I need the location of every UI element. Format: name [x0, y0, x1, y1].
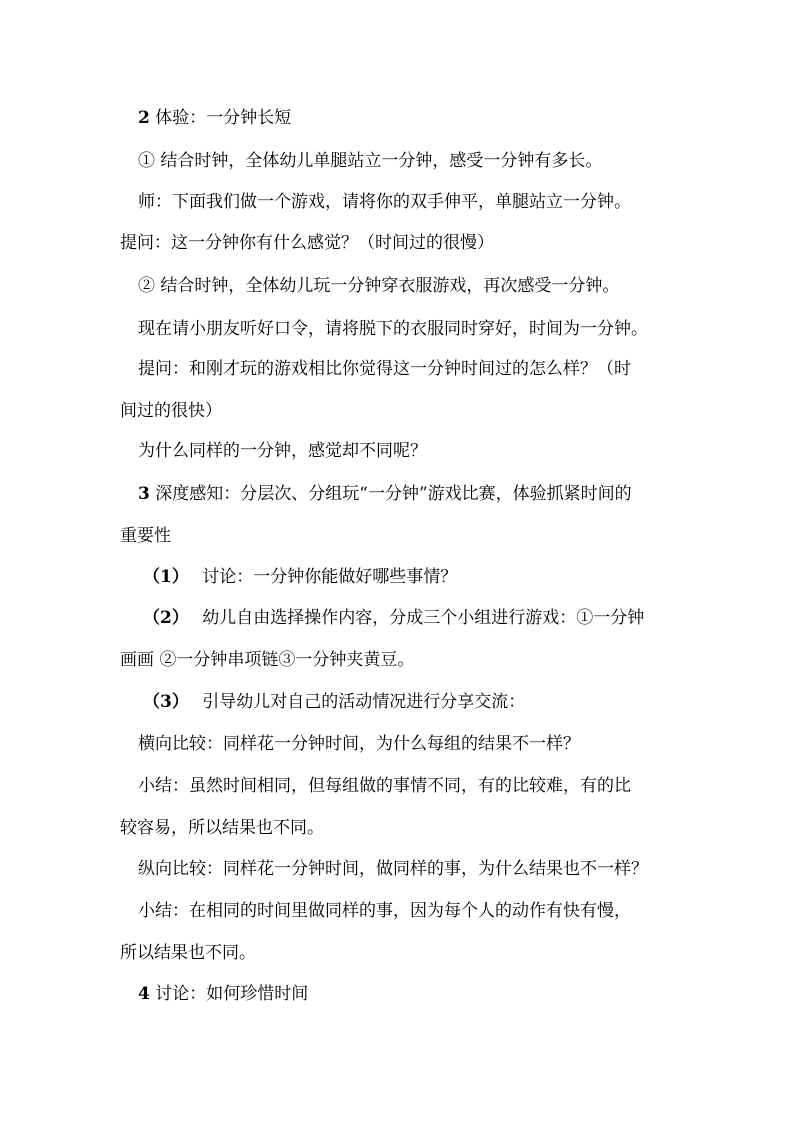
point-3-label: （3） — [143, 692, 189, 712]
section-2-heading — [138, 107, 291, 129]
section-4-title: 讨论：如何珍惜时间 — [155, 984, 309, 1004]
summary-2-line-2: 所以结果也不同。 — [120, 943, 256, 963]
section-3-number: 3 — [138, 484, 150, 504]
why-question: 为什么同样的一分钟，感觉却不同呢？ — [138, 441, 427, 461]
horizontal-comparison: 横向比较：同样花一分钟时间，为什么每组的结果不一样？ — [138, 734, 580, 754]
section-3-heading-line-1 — [138, 483, 632, 505]
section-2-number: 2 — [138, 108, 150, 128]
section-4-number: 4 — [138, 984, 150, 1004]
section-2-item-1: ① 结合时钟，全体幼儿单腿站立一分钟，感受一分钟有多长。 — [138, 151, 603, 171]
teacher-instruction-line-2: 提问：这一分钟你有什么感觉？（时间过的很慢） — [120, 233, 494, 253]
section-3-heading-line-2: 重要性 — [120, 526, 171, 546]
point-2-label: （2） — [143, 608, 189, 628]
point-2-line-2: 画画 ②一分钟串项链③一分钟夹黄豆。 — [120, 650, 415, 670]
teacher-instruction-line-1: 师：下面我们做一个游戏，请将你的双手伸平，单腿站立一分钟。 — [138, 192, 631, 212]
point-3 — [143, 691, 525, 713]
point-2-text: 幼儿自由选择操作内容，分成三个小组进行游戏：①一分钟 — [202, 608, 645, 628]
summary-1-line-1: 小结：虽然时间相同，但每组做的事情不同，有的比较难，有的比 — [138, 776, 631, 796]
section-4-heading — [138, 983, 308, 1005]
vertical-comparison: 纵向比较：同样花一分钟时间，做同样的事，为什么结果也不一样？ — [138, 859, 648, 879]
now-instruction: 现在请小朋友听好口令，请将脱下的衣服同时穿好，时间为一分钟。 — [138, 319, 648, 339]
point-1 — [143, 566, 457, 588]
section-2-item-2: ② 结合时钟，全体幼儿玩一分钟穿衣服游戏，再次感受一分钟。 — [138, 276, 620, 296]
point-1-text: 讨论：一分钟你能做好哪些事情？ — [202, 567, 458, 587]
point-3-text: 引导幼儿对自己的活动情况进行分享交流： — [202, 692, 526, 712]
section-2-title: 体验：一分钟长短 — [155, 108, 292, 128]
point-2-line-1 — [143, 607, 644, 629]
section-3-title: 深度感知：分层次、分组玩“一分钟”游戏比赛，体验抓紧时间的 — [155, 484, 632, 504]
question-line-2: 间过的很快） — [120, 401, 222, 421]
summary-2-line-1: 小结：在相同的时间里做同样的事，因为每个人的动作有快有慢， — [138, 901, 631, 921]
point-1-label: （1） — [143, 567, 189, 587]
question-line-1: 提问：和刚才玩的游戏相比你觉得这一分钟时间过的怎么样？（时 — [138, 359, 631, 379]
summary-1-line-2: 较容易，所以结果也不同。 — [120, 818, 324, 838]
